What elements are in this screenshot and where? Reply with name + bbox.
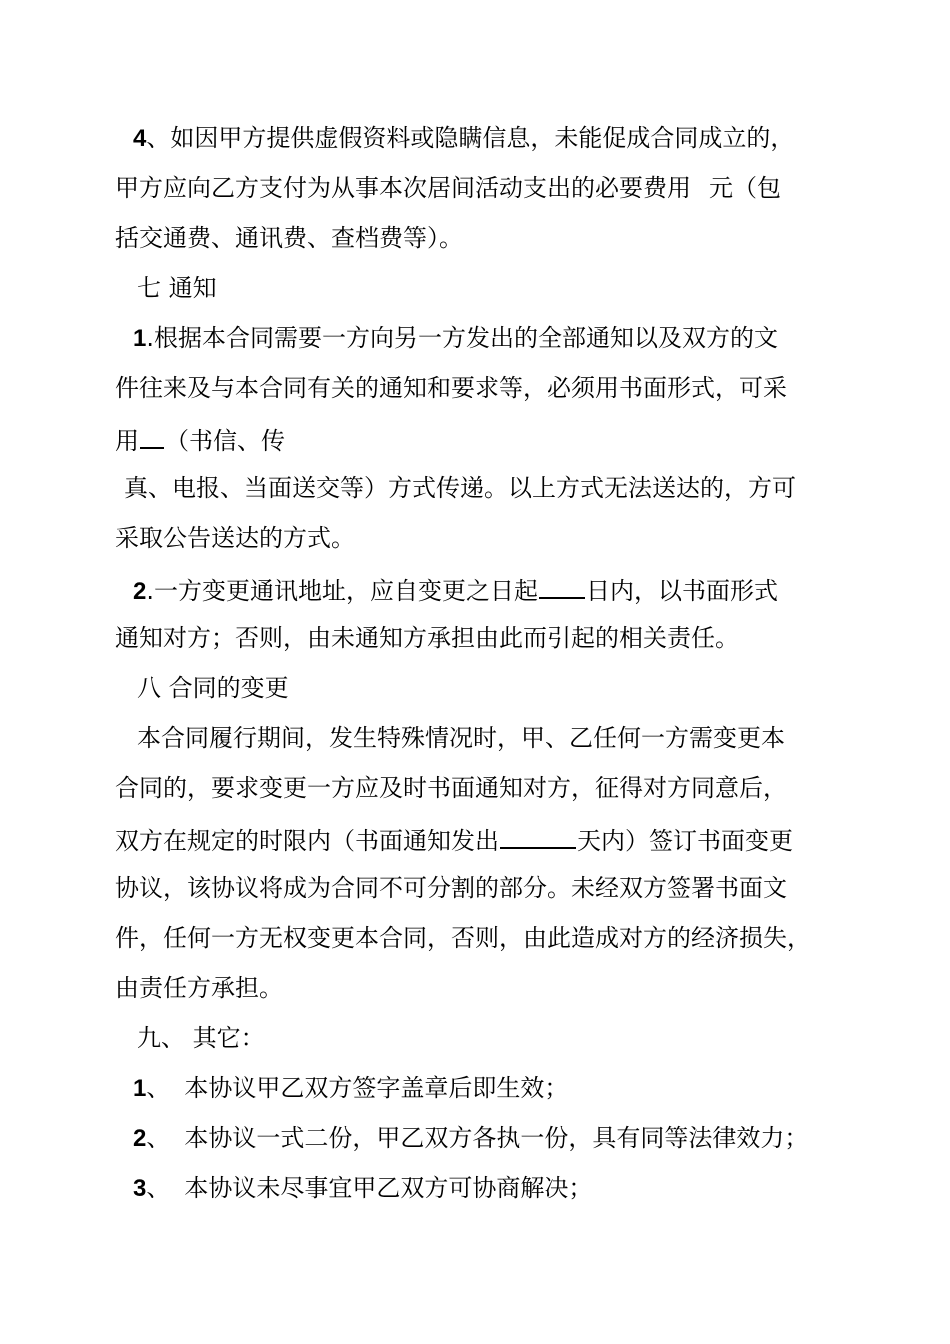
clause-text: 用 bbox=[115, 427, 139, 455]
item-number: 3 bbox=[133, 1175, 147, 1202]
section-8-line-4: 协议，该协议将成为合同不可分割的部分。未经双方签署书面文 bbox=[115, 874, 787, 902]
method-blank bbox=[140, 421, 164, 449]
clause-text: 甲方应向乙方支付为从事本次居间活动支出的必要费用 bbox=[115, 174, 691, 202]
item-number: 2 bbox=[133, 1125, 147, 1152]
clause-text: .根据本合同需要一方向另一方发出的全部通知以及双方的文 bbox=[146, 324, 778, 352]
section-7-heading: 七 通知 bbox=[137, 274, 217, 302]
clause-6-4-line-1 bbox=[133, 121, 863, 156]
clause-text: 天内）签订书面变更 bbox=[577, 827, 793, 855]
clause-7-2-line-2: 通知对方；否则，由未通知方承担由此而引起的相关责任。 bbox=[115, 624, 739, 652]
section-8-line-6: 由责任方承担。 bbox=[115, 974, 283, 1002]
list-item bbox=[133, 1071, 863, 1106]
clause-number: 2 bbox=[133, 578, 147, 605]
days-blank bbox=[539, 571, 585, 599]
section-8-line-3 bbox=[115, 821, 845, 858]
item-separator: 、 bbox=[146, 1074, 171, 1102]
section-8-heading: 八 合同的变更 bbox=[137, 674, 289, 702]
clause-number: 1 bbox=[133, 325, 147, 352]
section-8-line-1: 本合同履行期间，发生特殊情况时，甲、乙任何一方需变更本 bbox=[137, 724, 785, 752]
clause-number: 4 bbox=[133, 125, 147, 152]
section-9-heading: 九、 其它： bbox=[137, 1024, 265, 1052]
item-number: 1 bbox=[133, 1075, 147, 1102]
item-text: 本协议甲乙双方签字盖章后即生效； bbox=[184, 1074, 569, 1102]
item-separator: 、 bbox=[146, 1174, 171, 1202]
clause-6-4-line-3 bbox=[115, 221, 845, 255]
section-8-line-5: 件，任何一方无权变更本合同，否则，由此造成对方的经济损失， bbox=[115, 924, 811, 952]
clause-7-1-line-3 bbox=[115, 421, 845, 458]
clause-text: （书信、传 bbox=[165, 427, 285, 455]
clause-text: 日内，以书面形式 bbox=[586, 577, 778, 605]
clause-text: 元（包 bbox=[709, 174, 781, 202]
clause-text: 、如因甲方提供虚假资料或隐瞒信息，未能促成合同成立的， bbox=[146, 124, 795, 152]
clause-7-1-line-4: 真、电报、当面送交等）方式传递。以上方式无法送达的，方可 bbox=[124, 474, 796, 502]
item-text: 本协议一式二份，甲乙双方各执一份，具有同等法律效力； bbox=[184, 1124, 809, 1152]
clause-text: 双方在规定的时限内（书面通知发出 bbox=[115, 827, 499, 855]
clause-7-1-line-5: 采取公告送达的方式。 bbox=[115, 524, 355, 552]
item-separator: 、 bbox=[146, 1124, 171, 1152]
days-blank bbox=[500, 821, 576, 849]
section-8-line-2: 合同的，要求变更一方应及时书面通知对方，征得对方同意后， bbox=[115, 774, 787, 802]
clause-6-4-line-2 bbox=[115, 171, 845, 205]
list-item bbox=[133, 1121, 863, 1156]
clause-text: 括交通费、通讯费、查档费等）。 bbox=[115, 224, 463, 252]
clause-7-2-line-1 bbox=[133, 571, 863, 609]
clause-text: .一方变更通讯地址，应自变更之日起 bbox=[146, 577, 538, 605]
clause-7-1-line-2: 件往来及与本合同有关的通知和要求等，必须用书面形式，可采 bbox=[115, 374, 787, 402]
item-text: 本协议未尽事宜甲乙双方可协商解决； bbox=[184, 1174, 593, 1202]
list-item bbox=[133, 1171, 863, 1206]
clause-7-1-line-1 bbox=[133, 321, 863, 356]
